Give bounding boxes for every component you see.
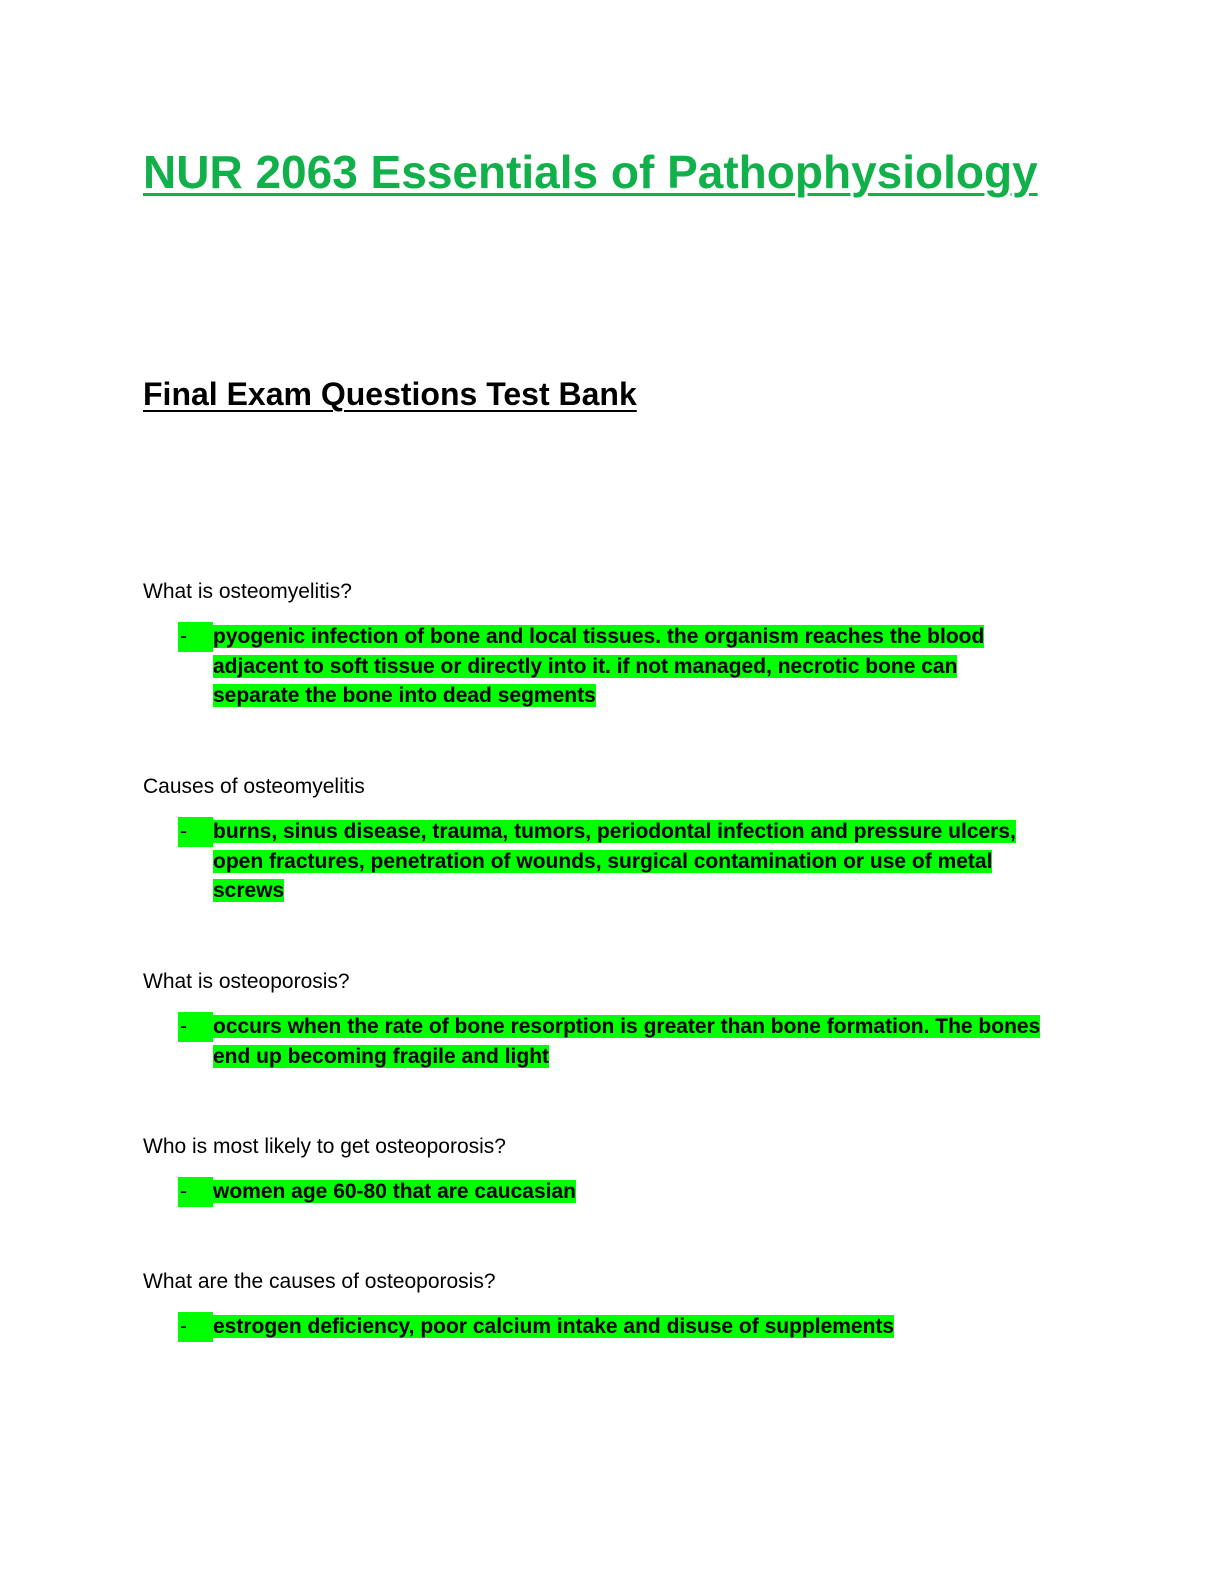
bullet-dash: - — [178, 622, 213, 652]
qa-item-osteomyelitis-causes — [143, 773, 1063, 906]
answer-block — [143, 1177, 1043, 1207]
answer-block — [143, 817, 1043, 906]
section-title: Final Exam Questions Test Bank — [143, 376, 637, 412]
answer-block — [143, 622, 1043, 711]
bullet-dash: - — [178, 1177, 213, 1207]
answer-text: pyogenic infection of bone and local tissues. the organism reaches the blood adjacent to soft tissue or directly into it. if not managed, necrotic bone can separate the bone into dead segments — [213, 625, 985, 707]
answer-text: women age 60-80 that are caucasian — [213, 1180, 576, 1203]
qa-item-osteomyelitis-definition — [143, 578, 1063, 711]
answer-text: estrogen deficiency, poor calcium intake and disuse of supplements — [213, 1315, 895, 1338]
answer-block — [143, 1012, 1043, 1071]
bullet-dash: - — [178, 817, 213, 847]
page-title: NUR 2063 Essentials of Pathophysiology — [143, 146, 1038, 198]
qa-item-osteoporosis-causes — [143, 1268, 1063, 1342]
answer-text: occurs when the rate of bone resorption is greater than bone formation. The bones end up becoming fragile and light — [213, 1015, 1041, 1068]
answer-block — [143, 1312, 1043, 1342]
qa-item-osteoporosis-definition — [143, 968, 1063, 1071]
question-text: What is osteomyelitis? — [143, 580, 352, 603]
bullet-dash: - — [178, 1012, 213, 1042]
answer-text: burns, sinus disease, trauma, tumors, periodontal infection and pressure ulcers, open fractures, penetration of wounds, surgical contamination or use of metal screws — [213, 820, 1016, 902]
question-text: What is osteoporosis? — [143, 970, 350, 993]
bullet-dash: - — [178, 1312, 213, 1342]
question-text: Causes of osteomyelitis — [143, 775, 365, 798]
qa-item-osteoporosis-risk — [143, 1133, 1063, 1207]
question-text: Who is most likely to get osteoporosis? — [143, 1135, 506, 1158]
question-text: What are the causes of osteoporosis? — [143, 1270, 496, 1293]
